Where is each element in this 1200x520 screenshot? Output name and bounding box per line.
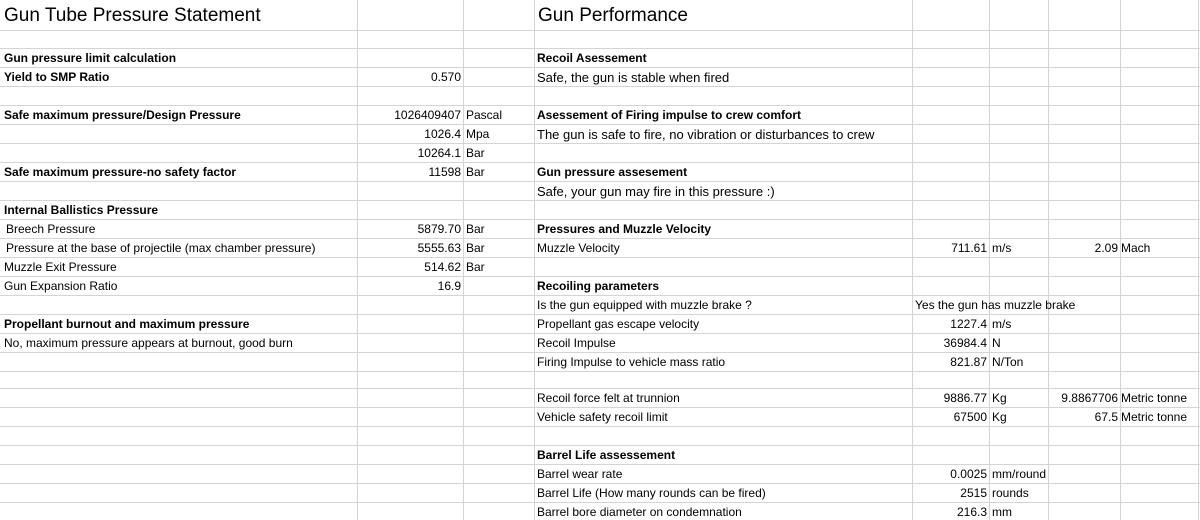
gridline xyxy=(912,0,913,520)
impulse-assessment-text[interactable]: The gun is safe to fire, no vibration or disturbances to crew xyxy=(537,127,875,142)
breech-pressure-unit[interactable]: Bar xyxy=(466,222,485,236)
gridline xyxy=(534,0,535,520)
yield-ratio-value[interactable]: 0.570 xyxy=(430,70,461,84)
safe-max-pascal-value[interactable]: 1026409407 xyxy=(394,108,461,122)
safe-max-design-label[interactable]: Safe maximum pressure/Design Pressure xyxy=(4,108,241,122)
impulse-ratio-label[interactable]: Firing Impulse to vehicle mass ratio xyxy=(537,355,726,369)
impulse-ratio-unit[interactable]: N/Ton xyxy=(992,355,1024,369)
muzzle-velocity-label[interactable]: Muzzle Velocity xyxy=(537,241,620,255)
gun-performance-title[interactable]: Gun Performance xyxy=(538,5,688,26)
safety-limit-unit[interactable]: Kg xyxy=(992,410,1007,424)
safe-max-mpa-value[interactable]: 1026.4 xyxy=(424,127,461,141)
trunnion-force-label[interactable]: Recoil force felt at trunnion xyxy=(537,391,680,405)
mach-unit[interactable]: Mach xyxy=(1121,241,1151,255)
barrel-life-value[interactable]: 2515 xyxy=(960,486,987,500)
muzzle-velocity-unit[interactable]: m/s xyxy=(992,241,1012,255)
safe-max-nosf-value[interactable]: 11598 xyxy=(428,165,461,179)
trunnion-force-value[interactable]: 9886.77 xyxy=(943,391,987,405)
gun-tube-title[interactable]: Gun Tube Pressure Statement xyxy=(4,5,261,26)
safety-limit-tonne-value[interactable]: 67.5 xyxy=(1094,410,1118,424)
muzzle-velocity-value[interactable]: 711.61 xyxy=(951,241,987,255)
safety-limit-value[interactable]: 67500 xyxy=(953,410,987,424)
recoil-impulse-label[interactable]: Recoil Impulse xyxy=(537,336,616,350)
gridline xyxy=(989,0,990,520)
internal-ballistics-heading[interactable]: Internal Ballistics Pressure xyxy=(4,203,159,217)
expansion-ratio-label[interactable]: Gun Expansion Ratio xyxy=(4,279,118,293)
recoil-impulse-unit[interactable]: N xyxy=(992,336,1001,350)
muzzle-exit-label[interactable]: Muzzle Exit Pressure xyxy=(4,260,117,274)
muzzle-brake-label[interactable]: Is the gun equipped with muzzle brake ? xyxy=(537,298,752,312)
safe-max-nosf-label[interactable]: Safe maximum pressure-no safety factor xyxy=(4,165,237,179)
gridline xyxy=(1198,0,1199,520)
safe-max-bar-value[interactable]: 10264.1 xyxy=(417,146,461,160)
gridline xyxy=(1048,0,1049,520)
muzzle-exit-value[interactable]: 514.62 xyxy=(424,260,461,274)
bore-diameter-label[interactable]: Barrel bore diameter on condemnation xyxy=(537,505,742,519)
muzzle-exit-unit[interactable]: Bar xyxy=(466,260,485,274)
expansion-ratio-value[interactable]: 16.9 xyxy=(437,279,461,293)
gas-velocity-value[interactable]: 1227.4 xyxy=(950,317,987,331)
base-pressure-unit[interactable]: Bar xyxy=(466,241,485,255)
base-pressure-label[interactable]: Pressure at the base of projectile (max chamber pressure) xyxy=(6,241,316,255)
barrel-wear-label[interactable]: Barrel wear rate xyxy=(537,467,623,481)
safe-max-bar-unit[interactable]: Bar xyxy=(466,146,485,160)
yield-ratio-label[interactable]: Yield to SMP Ratio xyxy=(4,70,110,84)
mach-value[interactable]: 2.09 xyxy=(1094,241,1118,255)
gas-velocity-unit[interactable]: m/s xyxy=(992,317,1012,331)
barrel-wear-unit[interactable]: mm/round xyxy=(992,467,1047,481)
limit-calc-heading[interactable]: Gun pressure limit calculation xyxy=(4,51,177,65)
impulse-ratio-value[interactable]: 821.87 xyxy=(950,355,987,369)
barrel-life-heading[interactable]: Barrel Life assessement xyxy=(537,448,676,462)
safe-max-mpa-unit[interactable]: Mpa xyxy=(466,127,490,141)
breech-pressure-value[interactable]: 5879.70 xyxy=(417,222,461,236)
barrel-life-unit[interactable]: rounds xyxy=(992,486,1029,500)
burnout-text[interactable]: No, maximum pressure appears at burnout, good burn xyxy=(4,336,293,350)
gridline xyxy=(1120,0,1121,520)
bore-diameter-value[interactable]: 216.3 xyxy=(956,505,987,519)
bore-diameter-unit[interactable]: mm xyxy=(992,505,1012,519)
base-pressure-value[interactable]: 5555.63 xyxy=(417,241,461,255)
barrel-life-label[interactable]: Barrel Life (How many rounds can be fired) xyxy=(537,486,766,500)
gas-velocity-label[interactable]: Propellant gas escape velocity xyxy=(537,317,700,331)
breech-pressure-label[interactable]: Breech Pressure xyxy=(6,222,96,236)
muzzle-velocity-heading[interactable]: Pressures and Muzzle Velocity xyxy=(537,222,712,236)
trunnion-tonne-value[interactable]: 9.8867706 xyxy=(1061,391,1118,405)
trunnion-force-unit[interactable]: Kg xyxy=(992,391,1007,405)
pressure-assessment-heading[interactable]: Gun pressure assesement xyxy=(537,165,688,179)
recoil-assessment-text[interactable]: Safe, the gun is stable when fired xyxy=(537,70,730,85)
barrel-wear-value[interactable]: 0.0025 xyxy=(950,467,987,481)
safe-max-pascal-unit[interactable]: Pascal xyxy=(466,108,503,122)
safety-limit-tonne-unit[interactable]: Metric tonne xyxy=(1121,410,1188,424)
recoil-assessment-heading[interactable]: Recoil Asessement xyxy=(537,51,647,65)
impulse-assessment-heading[interactable]: Asessement of Firing impulse to crew comfort xyxy=(537,108,802,122)
burnout-heading[interactable]: Propellant burnout and maximum pressure xyxy=(4,317,250,331)
safety-limit-label[interactable]: Vehicle safety recoil limit xyxy=(537,410,668,424)
recoil-impulse-value[interactable]: 36984.4 xyxy=(943,336,987,350)
safe-max-nosf-unit[interactable]: Bar xyxy=(466,165,485,179)
recoiling-heading[interactable]: Recoiling parameters xyxy=(537,279,660,293)
muzzle-brake-value[interactable]: Yes the gun has muzzle brake xyxy=(915,298,1076,312)
gridline xyxy=(463,0,464,520)
trunnion-tonne-unit[interactable]: Metric tonne xyxy=(1121,391,1188,405)
pressure-assessment-text[interactable]: Safe, your gun may fire in this pressure :) xyxy=(537,184,775,199)
